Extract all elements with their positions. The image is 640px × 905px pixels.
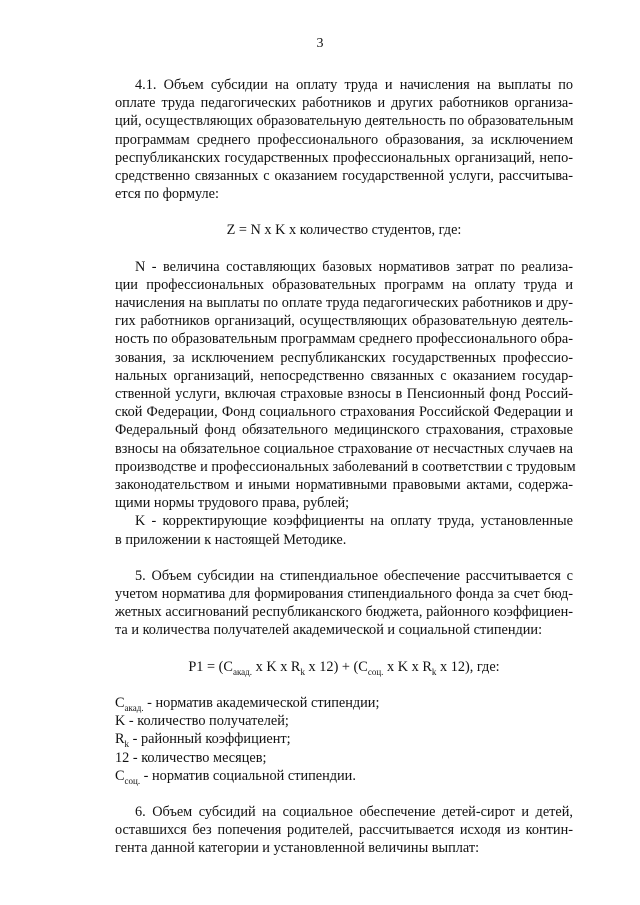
var-c-soc: $C_{соц.}$ - норматив социальной стипендии. (115, 767, 356, 786)
document-body (115, 76, 576, 858)
text-line: учетом норматива для формирования стипендиального фонда за счет бюд- (115, 586, 573, 603)
text-line: щими нормы трудового права, рублей; (115, 495, 350, 512)
text-line: республиканских государственных профессиональных организаций, непо- (115, 149, 573, 166)
text-line: K - корректирующие коэффициенты на оплату труда, установленные (135, 513, 573, 530)
text-line: зования, за исключением республиканских государственных профессио- (115, 349, 573, 366)
formula-p1: $P1 = (C_{акад.}$ x K x $R_k$ x $12) + (C_{соц.}$ x K x $R_k$ x 12), где: (188, 658, 500, 677)
text-line: оплате труда педагогических работников и других работников организа- (115, 95, 573, 112)
paragraph-n-definition (115, 258, 576, 513)
var-rk: $R_k$ - районный коэффициент; (115, 731, 291, 750)
paragraph-6 (115, 803, 573, 858)
text-line: гента данной категории и установленной величины выплат: (115, 840, 480, 857)
text-line: нальных организаций, непосредственно связанных с оказанием государ- (115, 367, 573, 384)
text-line: в приложении к настоящей Методике. (115, 531, 347, 548)
var-months: 12 - количество месяцев; (115, 749, 267, 766)
text-line: ется по формуле: (115, 186, 220, 203)
text-line: ций, осуществляющих образовательную деятельность по образовательным (115, 113, 574, 130)
paragraph-4-1 (115, 76, 573, 203)
text-line: ность по образовательным программам среднего профессионального обра- (115, 331, 573, 348)
text-line: 4.1. Объем субсидии на оплату труда и начисления на выплаты по (135, 77, 573, 93)
page-number: 3 (316, 36, 324, 51)
paragraph-k-definition (115, 512, 573, 548)
text-line: программам среднего профессионального образования, за исключением (115, 131, 573, 148)
text-line: ции профессиональных образовательных программ на оплату труда и (115, 276, 573, 293)
text-line: 6. Объем субсидий на социальное обеспечение детей-сирот и детей, (135, 803, 573, 820)
text-line: оставшихся без попечения родителей, рассчитывается исходя из контин- (115, 822, 573, 839)
text-line: ской Федерации, Фонд социального страхования Российской Федерации и (115, 404, 573, 421)
text-line: 5. Объем субсидии на стипендиальное обеспечение рассчитывается с (135, 567, 573, 584)
text-line: Федеральный фонд обязательного медицинского страхования, страховые (115, 422, 573, 439)
text-line: ственной услуги, включая страховые взносы в Пенсионный фонд Россий- (115, 386, 573, 403)
text-line: жетных ассигнований республиканского бюджета, районного коэффициен- (115, 604, 573, 621)
text-line: средственно связанных с оказанием государственной услуги, рассчитыва- (115, 168, 573, 185)
var-k: K - количество получателей; (115, 713, 289, 730)
text-line: та и количества получателей академической и социальной стипендии: (115, 622, 543, 639)
text-line: гих работников организаций, осуществляющих образовательную деятель- (115, 313, 573, 330)
text-line: законодательством и иными нормативными правовыми актами, содержа- (115, 477, 573, 494)
text-line: взносы на обязательное социальное страхование от несчастных случаев на (115, 440, 573, 457)
text-line: начисления на выплаты по оплате труда педагогических работников и дру- (115, 295, 573, 312)
text-line: N - величина составляющих базовых нормативов затрат по реализа- (135, 258, 573, 275)
text-line: производстве и профессиональных заболеваний в соответствии с трудовым (115, 458, 576, 475)
variable-definitions (115, 694, 573, 785)
paragraph-5 (115, 567, 573, 640)
formula-z: Z = N x K x количество студентов, где: (226, 222, 462, 239)
var-c-akad: $C_{акад.}$ - норматив академической стипендии; (115, 694, 380, 713)
